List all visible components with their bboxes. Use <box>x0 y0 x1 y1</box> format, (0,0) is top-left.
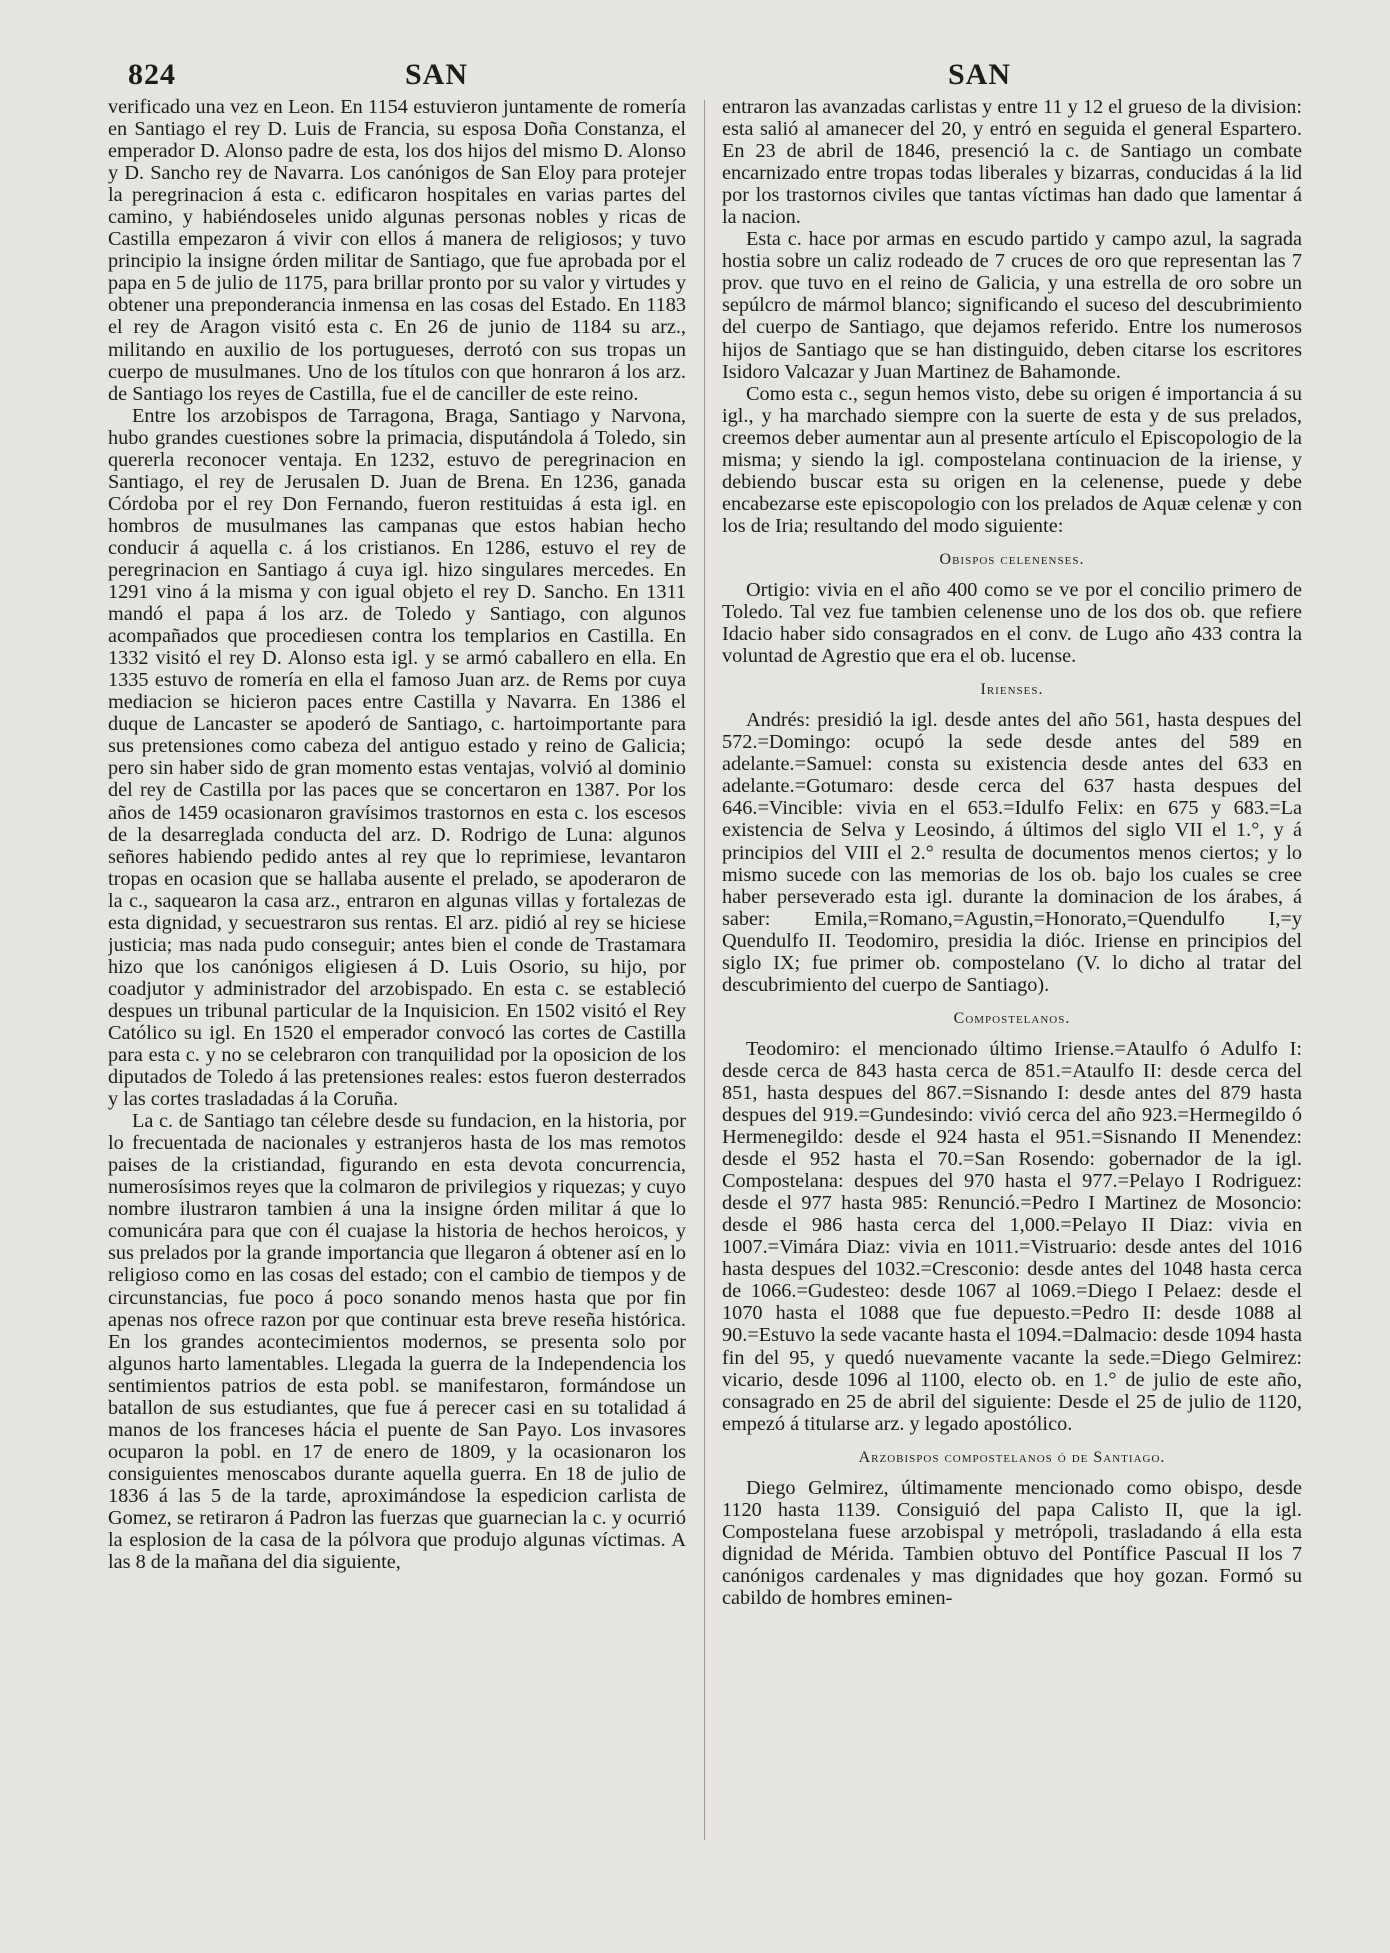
paragraph: Diego Gelmirez, últimamente mencionado como obispo, desde 1120 hasta 1139. Consiguió del papa Calisto II, que la igl. Compostelana fuese arzobispal y metrópoli, trasladando á ella esta dignidad de Mérida. Tambien obtuvo del Pontífice Pascual II los 7 canónigos cardenales y mas dignidades que hoy gozan. Formó su cabildo de hombres eminen- <box>722 1476 1302 1609</box>
section-heading-irienses: Irienses. <box>980 681 1044 699</box>
paragraph: Teodomiro: el mencionado último Iriense.=Ataulfo ó Adulfo I: desde cerca de 843 hasta cerca de 851.=Ataulfo II: desde cerca del 851, hasta despues del 867.=Sisnando I: desde antes del 879 hasta despues del 919.=Gundesindo: vivió cerca del año 923.=Hermegildo ó Hermenegildo: desde el 924 hasta el 951.=Sisnando II Menendez: desde el 952 hasta el 70.=San Rosendo: gobernador de la igl. Compostelana: despues del 970 hasta el 977.=Pelayo I Rodriguez: desde el 977 hasta 985: Renunció.=Pedro I Martinez de Mosoncio: desde el 986 hasta cerca del 1,000.=Pelayo II Diaz: vivia en 1007.=Vimára Diaz: vivia en 1011.=Vistruario: desde antes del 1016 hasta despues del 1032.=Cresconio: desde antes del 1048 hasta cerca de 1066.=Gudesteo: desde 1067 al 1069.=Diego I Pelaez: desde el 1070 hasta el 1088 que fue depuesto.=Pedro II: desde 1088 al 90.=Estuvo la sede vacante hasta el 1094.=Dalmacio: desde 1094 hasta fin del 95, y quedó nuevamente vacante la sede.=Diego Gelmirez: vicario, desde 1096 al 1100, electo ob. en 1.° de julio de este año, consagrado en 25 de abril del siguiente: Desde el 25 de julio de 1120, empezó á titularse arz. y legado apostólico. <box>722 1037 1302 1435</box>
paragraph: Entre los arzobispos de Tarragona, Braga, Santiago y Narvona, hubo grandes cuestiones sobre la primacia, disputándola á Toledo, sin quererla reconocer ventaja. En 1232, estuvo de peregrinacion en Santiago, el rey de Jerusalen D. Juan de Brena. En 1236, ganada Córdoba por el rey Don Fernando, fueron restituidas á esta igl. en hombros de musulmanes las campanas que estos habian hecho conducir á aquella c. á los cristianos. En 1286, estuvo el rey de peregrinacion en Santiago á cuya igl. hizo singulares mercedes. En 1291 vino á la misma y con igual objeto el rey D. Sancho. En 1311 mandó el papa á los arz. de Toledo y Santiago, con algunos acompañados que procediesen contra los templarios en Castilla. En 1332 visitó el rey D. Alonso esta igl. y se armó caballero en ella. En 1335 estuvo de romería en ella el famoso Juan arz. de Rems por cuya mediacion se hicieron paces entre Castilla y Navarra. En 1386 el duque de Lancaster se apoderó de Santiago, c. hartoimportante para sus pretensiones como cabeza del antiguo estado y reino de Galicia; pero sin haber sido de gran momento estas ventajas, volvió al dominio del rey de Castilla por las paces que se concertaron en 1387. Por los años de 1459 ocasionaron gravísimos trastornos en esta c. los escesos de la desarreglada conducta del arz. D. Rodrigo de Luna: algunos señores habiendo pedido antes al rey que lo reprimiese, levantaron tropas en ocasion que se hallaba ausente el prelado, se apoderaron de la c., saquearon la casa arz., entraron en algunas villas y fortalezas de esta dignidad, y secuestraron sus rentas. El arz. pidió al rey se hiciese justicia; mas nada pudo conseguir; antes bien el conde de Trastamara hizo que los canónigos eligiesen á D. Luis Osorio, su hijo, por coadjutor y administrador del arzobispado. En esta c. se estableció despues un tribunal particular de la Inquisicion. En 1502 visitó el Rey Católico su igl. En 1520 el emperador convocó las cortes de Castilla para esta c. y no se celebraron con tranquilidad por la oposicion de los diputados de Toledo á las pretensiones reales: estos fueron desterrados y las cortes trasladadas á la Coruña. <box>108 404 686 1111</box>
left-column <box>108 96 686 1936</box>
section-heading-compostelanos: Compostelanos. <box>953 1009 1071 1027</box>
paragraph: La c. de Santiago tan célebre desde su fundacion, en la historia, por lo frecuentada de nacionales y estranjeros hasta de los mas remotos paises de la cristiandad, figurando en esta devota concurrencia, numerosísimos reyes que la colmaron de privilegios y riquezas; y cuyo nombre ilustraron tambien á una la insigne órden militar á que lo comunicára para que con él cuajase la historia de hechos heroicos, y sus prelados por la grande importancia que llegaron á obtener así en lo religioso como en las cosas del estado; con el cambio de tiempos y de circunstancias, fue poco á poco sonando menos hasta que por fin apenas nos ofrece razon por que continuar esta breve reseña histórica. En los grandes acontecimientos modernos, se presenta solo por algunos harto lamentables. Llegada la guerra de la Independencia los sentimientos patrios de esta pobl. se manifestaron, formándose un batallon de sus estudiantes, que fue á perecer casi en su totalidad á manos de los franceses hácia el puente de San Payo. Los invasores ocuparon la pobl. en 17 de enero de 1809, y la ocasionaron los consiguientes menoscabos durante aquella guerra. En 18 de julio de 1836 á las 5 de la tarde, aproximándose la espedicion carlista de Gomez, se retiraron á Padron las fuerzas que guarnecian la c. y ocurrió la esplosion de la casa de la pólvora que produjo algunas víctimas. A las 8 de la mañana del dia siguiente, <box>108 1110 686 1574</box>
section-heading-arzobispos: Arzobispos compostelanos ó de Santiago. <box>858 1448 1166 1466</box>
paragraph: Esta c. hace por armas en escudo partido y campo azul, la sagrada hostia sobre un caliz rodeado de 7 cruces de oro que representan las 7 prov. que tuvo en el reino de Galicia, y una estrella de oro sobre un sepúlcro de mármol blanco; significando el suceso del descubrimiento del cuerpo de Santiago, que dejamos referido. Entre los numerosos hijos de Santiago que se han distinguido, deben citarse los escritores Isidoro Valcazar y Juan Martinez de Bahamonde. <box>722 228 1302 383</box>
right-column <box>722 96 1302 1936</box>
page-number: 824 <box>128 58 176 91</box>
running-head-right: SAN <box>948 58 1012 91</box>
paragraph: Como esta c., segun hemos visto, debe su origen é importancia á su igl., y ha marchado siempre con la suerte de esta y de sus prelados, creemos deber aumentar aun al presente artículo el Episcopologio de la misma; y siendo la igl. compostelana continuacion de la iriense, y debiendo buscar esta su origen en la celenense, puede y debe encabezarse este episcopologio con los prelados de Aquæ celenæ y con los de Iria; resultando del modo siguiente: <box>722 382 1302 537</box>
paragraph: Andrés: presidió la igl. desde antes del año 561, hasta despues del 572.=Domingo: ocupó la sede desde antes del 589 en adelante.=Samuel: consta su existencia desde antes del 633 en adelante.=Gotumaro: desde cerca del 637 hasta despues del 646.=Vincible: vivia en el 653.=Idulfo Felix: en 675 y 683.=La existencia de Selva y Leosindo, á últimos del siglo VII el 1.°, y á principios del VIII el 2.° resulta de documentos menos ciertos; y lo mismo sucede con las memorias de los ob. bajo los cuales se cree haber perseverado esta igl. durante la dominacion de los árabes, á saber: Emila,=Romano,=Agustin,=Honorato,=Quendulfo I,=y Quendulfo II. Teodomiro, presidia la dióc. Iriense en principios del siglo IX; fue primer ob. compostelano (V. lo dicho al tratar del descubrimiento del cuerpo de Santiago). <box>722 709 1302 996</box>
paragraph: verificado una vez en Leon. En 1154 estuvieron juntamente de romería en Santiago el rey D. Luis de Francia, su esposa Doña Constanza, el emperador D. Alonso padre de esta, los dos hijos del mismo D. Alonso y D. Sancho rey de Navarra. Los canónigos de San Eloy para protejer la peregrinacion á esta c. edificaron hospitales en varias partes del camino, y habiéndoseles unido algunas personas nobles y ricas de Castilla empezaron á vivir con ellos á manera de religiosos; y tuvo principio la insigne órden militar de Santiago, que fue aprobada por el papa en 5 de julio de 1175, para brillar pronto por su valor y virtudes y obtener una preponderancia inmensa en las cosas del Estado. En 1183 el rey de Aragon visitó esta c. En 26 de junio de 1184 su arz., militando en auxilio de los portugueses, derrotó con sus tropas un cuerpo de musulmanes. Uno de los títulos con que honraron á los arz. de Santiago los reyes de Castilla, fue el de canciller de este reino. <box>108 96 686 405</box>
running-head-left: SAN <box>405 58 469 91</box>
column-divider <box>704 100 705 1840</box>
section-heading-obispos-celenenses: Obispos celenenses. <box>939 550 1085 568</box>
paragraph: Ortigio: vivia en el año 400 como se ve por el concilio primero de Toledo. Tal vez fue tambien celenense uno de los dos ob. que refiere Idacio haber sido consagrados en el conv. de Lugo año 433 contra la voluntad de Agrestio que era el ob. lucense. <box>722 578 1302 668</box>
paragraph: entraron las avanzadas carlistas y entre 11 y 12 el grueso de la division: esta salió al amanecer del 20, y entró en seguida el general Espartero. En 23 de abril de 1846, presenció la c. de Santiago un combate encarnizado entre tropas todas liberales y bizarras, conducidas á la lid por los trastornos civiles que tantas víctimas han dado que lamentar á la nacion. <box>722 96 1302 229</box>
